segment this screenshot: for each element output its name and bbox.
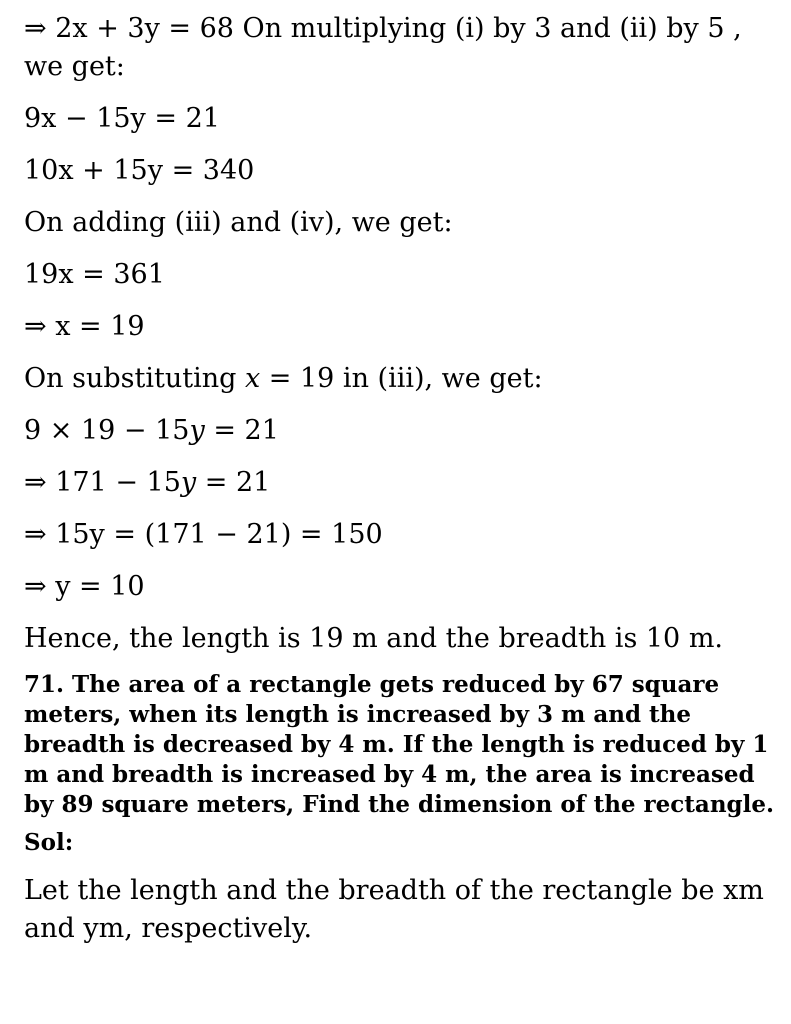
substituting-variable-x: x bbox=[244, 363, 261, 394]
substituting-text-a: On substituting bbox=[24, 363, 245, 394]
equation-8-part-c: = 21 bbox=[204, 415, 279, 446]
question-71: 71. The area of a rectangle gets reduced by 67 square meters, when its length is increased by 3 m and the breadth is decreased by 4 m. If the length is reduced by 1 m and breadth is increased by 4 m, the area is increased by 89 square meters, Find the dimension of the rectangle. bbox=[24, 671, 775, 818]
document-page bbox=[24, 10, 774, 948]
equation-line-10: ⇒ 15y = (171 − 21) = 150 bbox=[24, 519, 383, 550]
text-line-substituting bbox=[24, 360, 774, 398]
equation-9-variable-y: y bbox=[180, 467, 197, 498]
equation-line-9 bbox=[24, 464, 774, 502]
equation-line-6: ⇒ x = 19 bbox=[24, 311, 145, 342]
equation-line-11: ⇒ y = 10 bbox=[24, 571, 145, 602]
conclusion-line: Hence, the length is 19 m and the breadth is 10 m. bbox=[24, 623, 724, 654]
equation-9-part-c: = 21 bbox=[196, 467, 271, 498]
equation-line-3: 10x + 15y = 340 bbox=[24, 155, 255, 186]
equation-line-2: 9x − 15y = 21 bbox=[24, 103, 220, 134]
substituting-text-c: = 19 in (iii), we get: bbox=[260, 363, 543, 394]
equation-8-part-a: 9 × 19 − 15 bbox=[24, 415, 190, 446]
equation-8-variable-y: y bbox=[189, 415, 205, 446]
equation-line-5: 19x = 361 bbox=[24, 259, 165, 290]
equation-line-8 bbox=[24, 412, 774, 450]
solution-intro: Let the length and the breadth of the rectangle be xm and ym, respectively. bbox=[24, 875, 764, 944]
equation-9-part-a: ⇒ 171 − 15 bbox=[24, 467, 181, 498]
solution-label: Sol: bbox=[24, 829, 74, 856]
equation-line-1: ⇒ 2x + 3y = 68 On multiplying (i) by 3 and (ii) by 5 , we get: bbox=[24, 13, 742, 82]
text-line-adding: On adding (iii) and (iv), we get: bbox=[24, 207, 453, 238]
